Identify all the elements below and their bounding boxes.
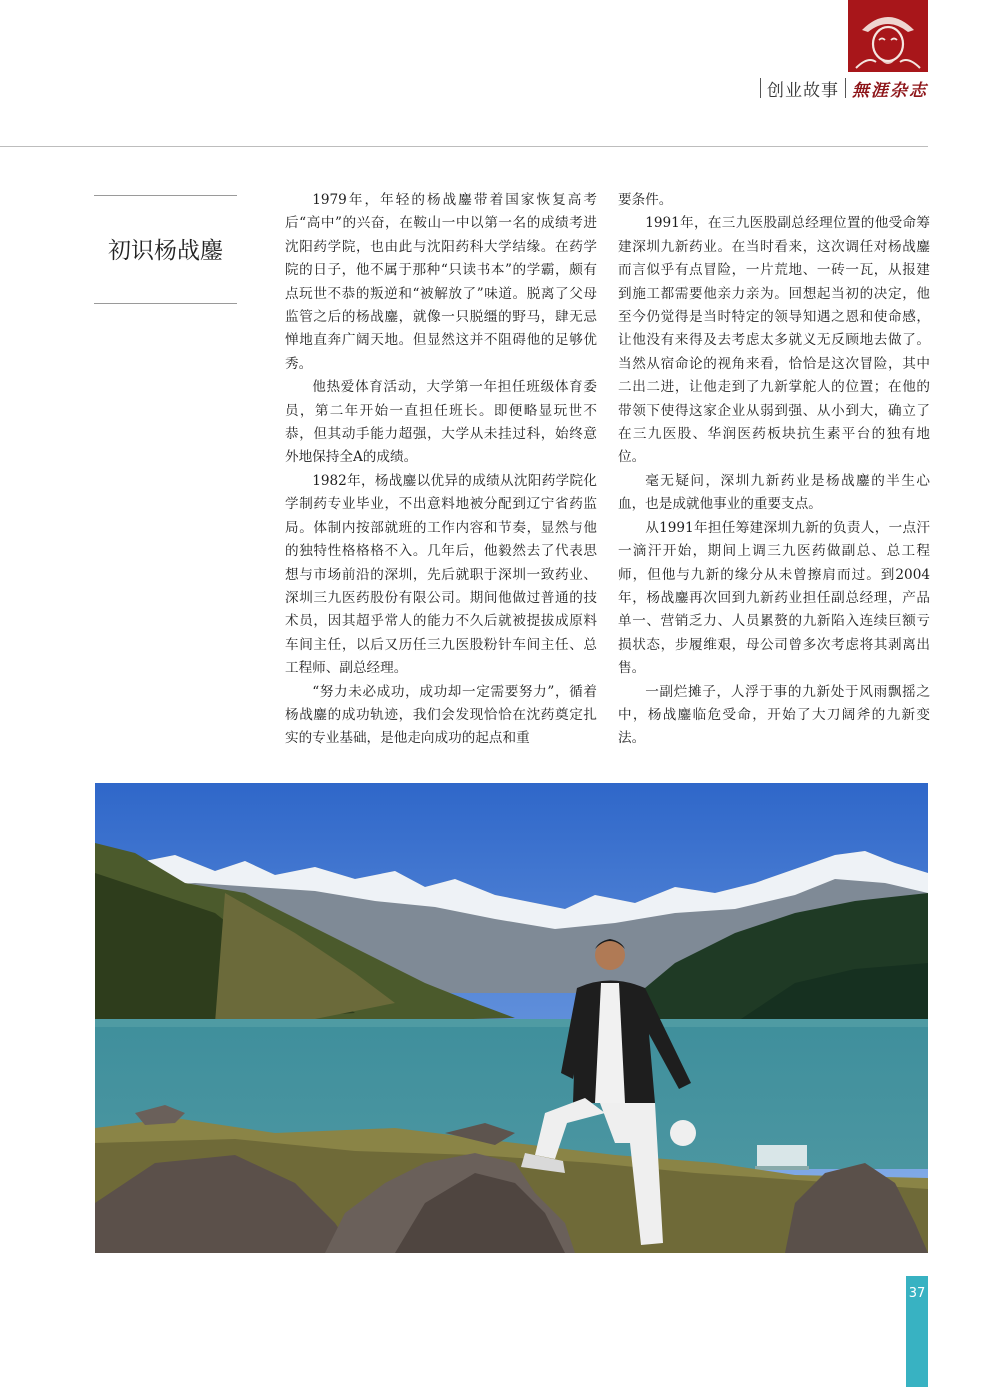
text-column-right [618, 189, 930, 751]
paragraph: 1991年，在三九医股副总经理位置的他受命筹建深圳九新药业。在当时看来，这次调任对杨战鏖而言似乎有点冒险，一片荒地、一砖一瓦，从报建到施工都需要他亲力亲为。回想起当初的决定，他至今仍觉得是当时特定的领导知遇之恩和使命感，让他没有来得及去考虑太多就义无反顾地去做了。当然从宿命论的视角来看，恰恰是这次冒险，其中二出二进，让他走到了九新掌舵人的位置；在他的带领下使得这家企业从弱到强、从小到大，确立了在三九医股、华润医药板块抗生素平台的独有地位。 [618, 215, 930, 466]
lake-mountain-photo [95, 783, 928, 1253]
portrait-logo-icon [848, 0, 928, 72]
article-photo [95, 783, 928, 1253]
paragraph-continuation: 要条件。 [618, 192, 673, 208]
title-rule-top [94, 195, 237, 196]
section-label: 创业故事 [767, 80, 839, 101]
paragraph: 1979年，年轻的杨战鏖带着国家恢复高考后“高中”的兴奋，在鞍山一中以第一名的成绩考进沈阳药学院，也由此与沈阳药科大学结缘。在药学院的日子，他不属于那种“只读书本”的学霸，颇有点玩世不恭的叛逆和“被解放了”味道。脱离了父母监管之后的杨战鏖，就像一只脱缰的野马，肆无忌惮地直奔广阔天地。但显然这并不阻碍他的足够优秀。 [285, 192, 597, 372]
paragraph: 他热爱体育活动，大学第一年担任班级体育委员，第二年开始一直担任班长。即便略显玩世不恭，但其动手能力超强，大学从未挂过科，始终意外地保持全A的成绩。 [285, 379, 597, 466]
header-bar [760, 76, 928, 100]
title-rule-bottom [94, 303, 237, 304]
paragraph: 1982年，杨战鏖以优异的成绩从沈阳药学院化学制药专业毕业，不出意料地被分配到辽宁省药监局。体制内按部就班的工作内容和节奏，显然与他的独特性格格格不入。几年后，他毅然去了代表思想与市场前沿的深圳，先后就职于深圳一致药业、深圳三九医药股份有限公司。期间他做过普通的技术员，因其超乎常人的能力不久后就被提拔成原料车间主任，以后又历任三九医股粉针车间主任、总工程师、副总经理。 [285, 472, 597, 677]
paragraph: 毫无疑问，深圳九新药业是杨战鏖的半生心血，也是成就他事业的重要支点。 [618, 472, 930, 513]
brand-label: 無涯杂志 [852, 80, 928, 101]
paragraph: “努力未必成功，成功却一定需要努力”，循着杨战鏖的成功轨迹，我们会发现恰恰在沈药奠定扎实的专业基础，是他走向成功的起点和重 [285, 683, 597, 747]
header-divider-line [0, 146, 928, 147]
header-divider [760, 78, 761, 98]
page-number: 37 [908, 1286, 926, 1301]
magazine-logo [848, 0, 928, 72]
text-column-left [285, 189, 597, 751]
paragraph: 从1991年担任筹建深圳九新的负责人，一点汗一滴汗开始，期间上调三九医药做副总、总工程师，但他与九新的缘分从未曾擦肩而过。到2004年，杨战鏖再次回到九新药业担任副总经理，产品单一、营销乏力、人员累赘的九新陷入连续巨额亏损状态，步履维艰，母公司曾多次考虑将其剥离出售。 [618, 519, 930, 677]
header-divider [845, 78, 846, 98]
article-title: 初识杨战鏖 [108, 238, 223, 264]
paragraph: 一副烂摊子，人浮于事的九新处于风雨飘摇之中，杨战鏖临危受命，开始了大刀阔斧的九新变法。 [618, 683, 930, 747]
